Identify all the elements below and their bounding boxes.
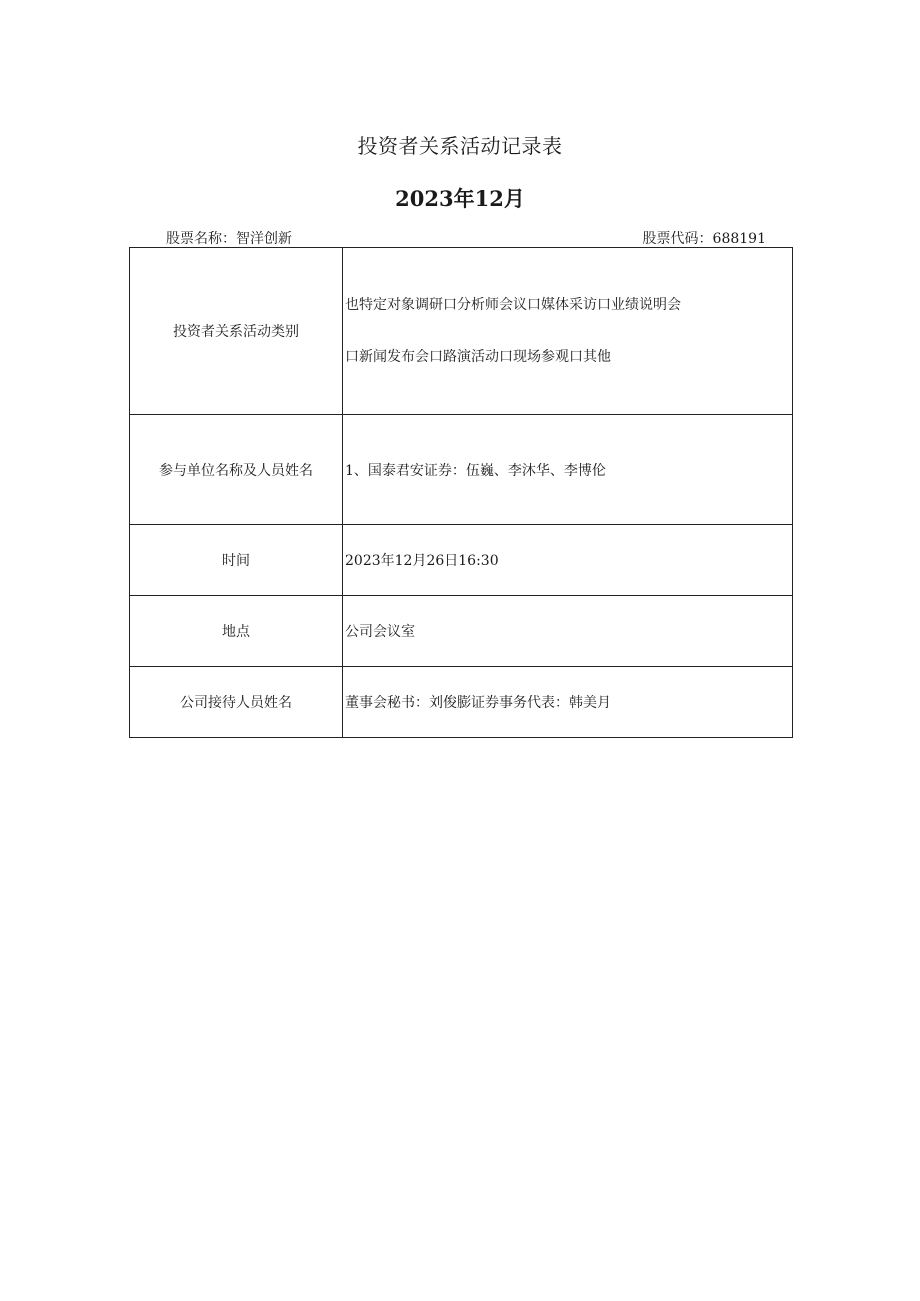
activity-type-label: 投资者关系活动类别	[130, 248, 343, 415]
stock-name: 股票名称：智洋创新	[166, 231, 292, 247]
reception-staff-label: 公司接待人员姓名	[130, 667, 343, 738]
stock-code: 股票代码：688191	[642, 231, 766, 247]
table-row	[130, 415, 793, 525]
investor-relations-table	[129, 247, 793, 738]
table-row	[130, 525, 793, 596]
table-row	[130, 248, 793, 415]
table-row	[130, 596, 793, 667]
document-title: 投资者关系活动记录表	[357, 134, 563, 158]
document-subtitle: 2023年12月	[395, 186, 525, 211]
table-row	[130, 667, 793, 738]
place-label: 地点	[130, 596, 343, 667]
participants-label: 参与单位名称及人员姓名	[130, 415, 343, 525]
participants-value: 1、国泰君安证券：伍巍、李沐华、李博伦	[343, 415, 793, 525]
reception-staff-value: 董事会秘书：刘俊膨证券事务代表：韩美月	[343, 667, 793, 738]
activity-type-line: 口新闻发布会口路演活动口现场参观口其他	[345, 349, 611, 365]
activity-type-line: 也特定对象调研口分析师会议口媒体采访口业绩说明会	[345, 297, 681, 313]
activity-type-value	[343, 248, 793, 415]
time-label: 时间	[130, 525, 343, 596]
time-value: 2023年12月26日16:30	[343, 525, 793, 596]
place-value: 公司会议室	[343, 596, 793, 667]
